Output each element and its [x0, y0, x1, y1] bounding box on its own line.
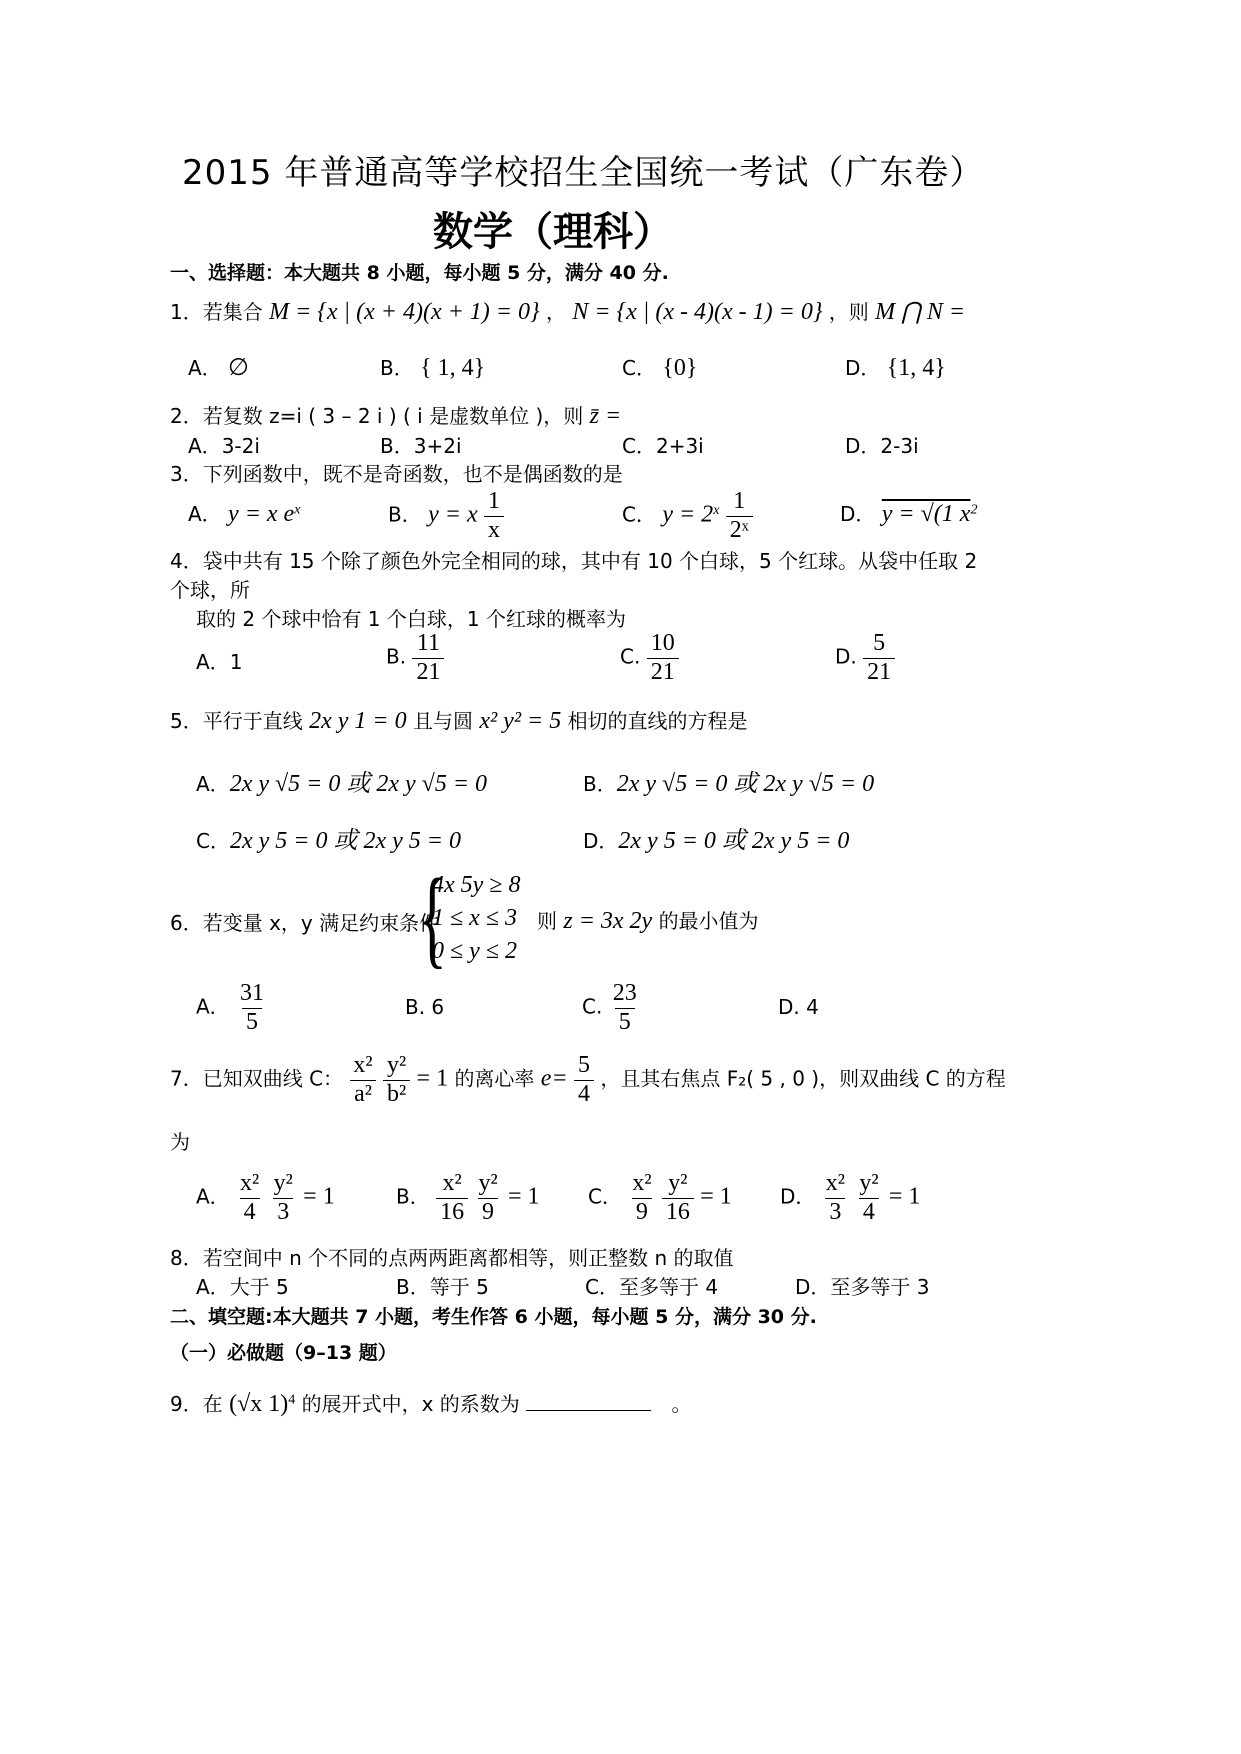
question-5-stem-a: 5．平行于直线 [170, 709, 303, 733]
circle-equation: x² y² = 5 [479, 708, 562, 734]
fraction-numerator: x² [825, 1170, 845, 1196]
q6-option-d: D. 4 [778, 995, 819, 1019]
fraction-numerator: y² [478, 1170, 498, 1196]
option-label: C． [585, 1275, 619, 1299]
fraction-denominator: 4 [859, 1198, 879, 1227]
option-fraction [726, 488, 753, 544]
q4-option-b [386, 630, 444, 686]
q1-option-d [845, 352, 946, 382]
option-value: { 1, 4} [420, 355, 486, 381]
fraction-numerator: y² [859, 1170, 879, 1196]
question-4-line-1: 4．袋中共有 15 个除了颜色外完全相同的球，其中有 10 个白球，5 个红球。从袋中任取 2 [170, 549, 978, 573]
option-fraction [609, 980, 641, 1036]
option-label: C． [622, 434, 656, 458]
q4-option-d [835, 630, 895, 686]
fraction-numerator: 11 [416, 630, 440, 656]
question-5-stem-b: 且与圆 [412, 709, 473, 733]
option-rhs: = 1 [700, 1183, 732, 1210]
question-9 [170, 1388, 692, 1418]
set-m-expression: M = {x | (x + 4)(x + 1) = 0} [269, 299, 540, 325]
q3-option-b [388, 488, 504, 544]
option-value: 1 [229, 650, 243, 674]
option-superscript: 2 [970, 502, 978, 518]
option-superscript: x [713, 502, 720, 518]
q5-option-a [196, 763, 487, 798]
constraint-2: 1 ≤ x ≤ 3 [432, 905, 517, 931]
question-6-ask: 的最小值为 [658, 909, 759, 933]
section-subheading: （一）必做题（9–13 题） [170, 1342, 397, 1364]
q3-option-d [840, 498, 977, 528]
fraction-denominator: 5 [242, 1008, 262, 1037]
fraction-denominator: 3 [273, 1198, 293, 1227]
option-label: B. [386, 644, 407, 669]
q1-option-c [622, 352, 697, 382]
fraction-denominator: x [484, 516, 504, 545]
q5-option-d [583, 820, 849, 855]
option-value: y = x [428, 501, 478, 528]
option-label: D． [583, 829, 619, 853]
option-value: 2-3i [880, 434, 919, 458]
option-value: 2x y 5 = 0 或 2x y 5 = 0 [618, 828, 850, 854]
option-rhs: = 1 [508, 1183, 540, 1210]
option-fraction-x [628, 1170, 655, 1226]
fraction-denominator: 3 [825, 1198, 845, 1227]
question-1 [170, 296, 965, 326]
q2-option-a [188, 430, 260, 459]
page-subtitle: 数学（理科） [433, 209, 673, 255]
constraint-3: 0 ≤ y ≤ 2 [432, 938, 517, 964]
q2-option-b [380, 430, 462, 459]
option-label: B． [380, 356, 414, 380]
fraction-numerator: x² [353, 1052, 373, 1078]
option-value: y = √(1 x [881, 501, 971, 527]
question-5 [170, 705, 748, 735]
binomial-expression: (√x 1) [229, 1391, 289, 1417]
fraction-numerator: 23 [612, 980, 637, 1006]
q8-option-c [585, 1271, 718, 1300]
fraction-denominator: 9 [632, 1198, 652, 1227]
option-label: A． [196, 1184, 230, 1209]
fraction-numerator: 31 [240, 980, 265, 1006]
fraction-denominator: 21 [412, 658, 444, 687]
eccentricity-label: e= [540, 1065, 568, 1092]
option-superscript: x [294, 502, 301, 518]
fraction-denominator: 5 [615, 1008, 635, 1037]
fraction-numerator: y² [273, 1170, 293, 1196]
option-label: B． [380, 434, 414, 458]
fraction-denominator: 21 [863, 658, 895, 687]
option-label: D. [835, 644, 857, 669]
fraction-denominator: 4 [240, 1198, 260, 1227]
question-1-result: M ⋂ N = [875, 299, 966, 325]
option-rhs: = 1 [888, 1183, 921, 1210]
hyperbola-term-y [383, 1052, 410, 1108]
fraction-numerator: x² [240, 1170, 260, 1196]
fraction-denominator: 9 [478, 1198, 498, 1227]
option-label: B． [583, 772, 617, 796]
option-value: 大于 5 [229, 1275, 289, 1299]
option-value: {0} [662, 355, 698, 381]
option-label: C． [588, 1184, 622, 1209]
fraction-numerator: y² [386, 1052, 407, 1078]
fraction-numerator: 10 [650, 630, 675, 656]
option-label: A． [188, 434, 222, 458]
question-7-stem-b: 的离心率 [454, 1066, 535, 1091]
q8-option-d [795, 1271, 930, 1300]
fraction-numerator: 1 [487, 488, 500, 514]
question-1-separator: ， [545, 300, 566, 324]
option-value: y = 2 [662, 501, 714, 528]
option-label: D． [840, 502, 876, 526]
option-value: 3+2i [413, 434, 462, 458]
fraction-numerator: 1 [733, 488, 746, 514]
fraction-denominator: b² [383, 1080, 410, 1109]
option-fraction [647, 630, 679, 686]
question-2-stem: 2．若复数 z=i ( 3 – 2 i ) ( i 是虚数单位 )，则 [170, 404, 584, 428]
option-fraction [863, 630, 895, 686]
option-value: 2x y √5 = 0 或 2x y √5 = 0 [616, 771, 875, 797]
set-n-expression: N = {x | (x - 4)(x - 1) = 0} [572, 299, 823, 325]
option-value: {1, 4} [886, 355, 946, 381]
fraction-denominator: 21 [647, 658, 679, 687]
q8-option-b [396, 1271, 489, 1300]
option-label: D． [780, 1184, 816, 1209]
question-6-tail [537, 905, 759, 935]
question-2 [170, 400, 621, 430]
exam-title: 2015 年普通高等学校招生全国统一考试（广东卷） [182, 153, 985, 193]
option-label: B． [396, 1275, 430, 1299]
fraction-denominator: 4 [574, 1080, 594, 1109]
option-value: 2x y √5 = 0 或 2x y √5 = 0 [229, 771, 488, 797]
option-value: ∅ [228, 355, 249, 381]
option-value: y = x e [228, 501, 295, 527]
option-label: A． [196, 1275, 230, 1299]
question-2-tail: z̄ = [589, 403, 622, 429]
q5-option-c [196, 820, 461, 855]
option-label: C． [196, 829, 230, 853]
question-1-stem: 1．若集合 [170, 300, 263, 324]
q6-option-c [582, 980, 641, 1036]
section-heading-choice: 一、选择题：本大题共 8 小题，每小题 5 分，满分 40 分. [170, 262, 669, 284]
question-9-end: 。 [671, 1392, 692, 1416]
fraction-numerator: x² [442, 1170, 462, 1196]
question-7-stem-d: 为 [170, 1130, 190, 1154]
fraction-denominator: a² [350, 1080, 376, 1109]
option-fraction [412, 630, 444, 686]
option-label: D． [795, 1275, 831, 1299]
q5-option-b [583, 763, 874, 798]
fraction-denominator: 16 [436, 1198, 468, 1227]
line-equation: 2x y 1 = 0 [309, 708, 407, 734]
option-value: 等于 5 [429, 1275, 489, 1299]
question-4-line-2: 个球，所 [170, 578, 250, 602]
option-label: A． [188, 502, 222, 526]
option-value: 2x y 5 = 0 或 2x y 5 = 0 [229, 828, 461, 854]
q1-option-a [188, 352, 249, 382]
hyperbola-rhs: = 1 [416, 1065, 449, 1092]
option-fraction-x [236, 1170, 263, 1226]
q4-option-a [196, 646, 242, 675]
option-label: A． [196, 650, 230, 674]
q7-option-c [588, 1170, 732, 1226]
question-9-stem-b: 的展开式中，x 的系数为 [301, 1392, 520, 1416]
option-fraction-y [855, 1170, 882, 1226]
option-fraction-x [822, 1170, 849, 1226]
option-value: 3-2i [221, 434, 260, 458]
option-fraction-y [662, 1170, 694, 1226]
option-value: 至多等于 4 [618, 1275, 719, 1299]
question-3: 3．下列函数中，既不是奇函数，也不是偶函数的是 [170, 462, 623, 486]
q3-option-c [622, 488, 753, 544]
question-5-stem-c: 相切的直线的方程是 [567, 709, 748, 733]
q6-option-b: B. 6 [405, 995, 445, 1019]
option-fraction [484, 488, 504, 544]
option-value: 2+3i [655, 434, 704, 458]
answer-blank[interactable] [526, 1388, 651, 1411]
option-fraction-y [270, 1170, 297, 1226]
question-1-then: ，则 [828, 300, 869, 324]
fraction-numerator: y² [668, 1170, 688, 1196]
question-7-stem-c: ，且其右焦点 F₂( 5 , 0 )，则双曲线 C 的方程 [600, 1066, 1006, 1091]
option-label: B． [388, 502, 422, 527]
question-7-stem-a: 7．已知双曲线 C： [170, 1066, 344, 1091]
question-7 [170, 1052, 1006, 1108]
option-label: B． [396, 1184, 430, 1209]
hyperbola-term-x [349, 1052, 376, 1108]
q7-option-a [196, 1170, 335, 1226]
constraint-brace: { [418, 856, 448, 978]
option-label: C. [620, 644, 641, 669]
fraction-denominator: 2ˣ [726, 516, 753, 545]
option-label: C． [622, 356, 656, 380]
option-label: A． [188, 356, 222, 380]
objective-function: z = 3x 2y [563, 908, 653, 934]
q8-option-a [196, 1271, 289, 1300]
question-6-stem: 6．若变量 x，y 满足约束条件 [170, 911, 440, 935]
option-label: D． [845, 356, 881, 380]
option-rhs: = 1 [303, 1183, 335, 1210]
q2-option-d [845, 430, 919, 459]
option-label: D． [845, 434, 881, 458]
question-4-line-3: 取的 2 个球中恰有 1 个白球，1 个红球的概率为 [196, 607, 626, 631]
option-fraction-y [474, 1170, 501, 1226]
binomial-exponent: 4 [288, 1392, 296, 1408]
fraction-numerator: 5 [873, 630, 886, 656]
eccentricity-value [574, 1052, 594, 1108]
fraction-numerator: 5 [578, 1052, 591, 1078]
fraction-denominator: 16 [662, 1198, 694, 1227]
q2-option-c [622, 430, 704, 459]
option-label: A． [196, 994, 230, 1019]
option-label: C. [582, 994, 603, 1019]
option-label: C． [622, 502, 656, 527]
q3-option-a [188, 498, 300, 528]
question-9-stem-a: 9．在 [170, 1392, 223, 1416]
option-fraction-x [436, 1170, 468, 1226]
question-6-then: 则 [537, 909, 557, 933]
q4-option-c [620, 630, 679, 686]
q6-option-a [196, 980, 268, 1036]
fraction-numerator: x² [632, 1170, 652, 1196]
constraint-1: 4x 5y ≥ 8 [432, 872, 521, 898]
option-fraction [236, 980, 268, 1036]
option-value: 至多等于 3 [830, 1275, 930, 1299]
question-8: 8．若空间中 n 个不同的点两两距离都相等，则正整数 n 的取值 [170, 1246, 734, 1270]
section-heading-fill: 二、填空题:本大题共 7 小题，考生作答 6 小题，每小题 5 分，满分 30 分. [170, 1306, 817, 1328]
q1-option-b [380, 352, 485, 382]
q7-option-b [396, 1170, 540, 1226]
q7-option-d [780, 1170, 920, 1226]
option-label: A． [196, 772, 230, 796]
